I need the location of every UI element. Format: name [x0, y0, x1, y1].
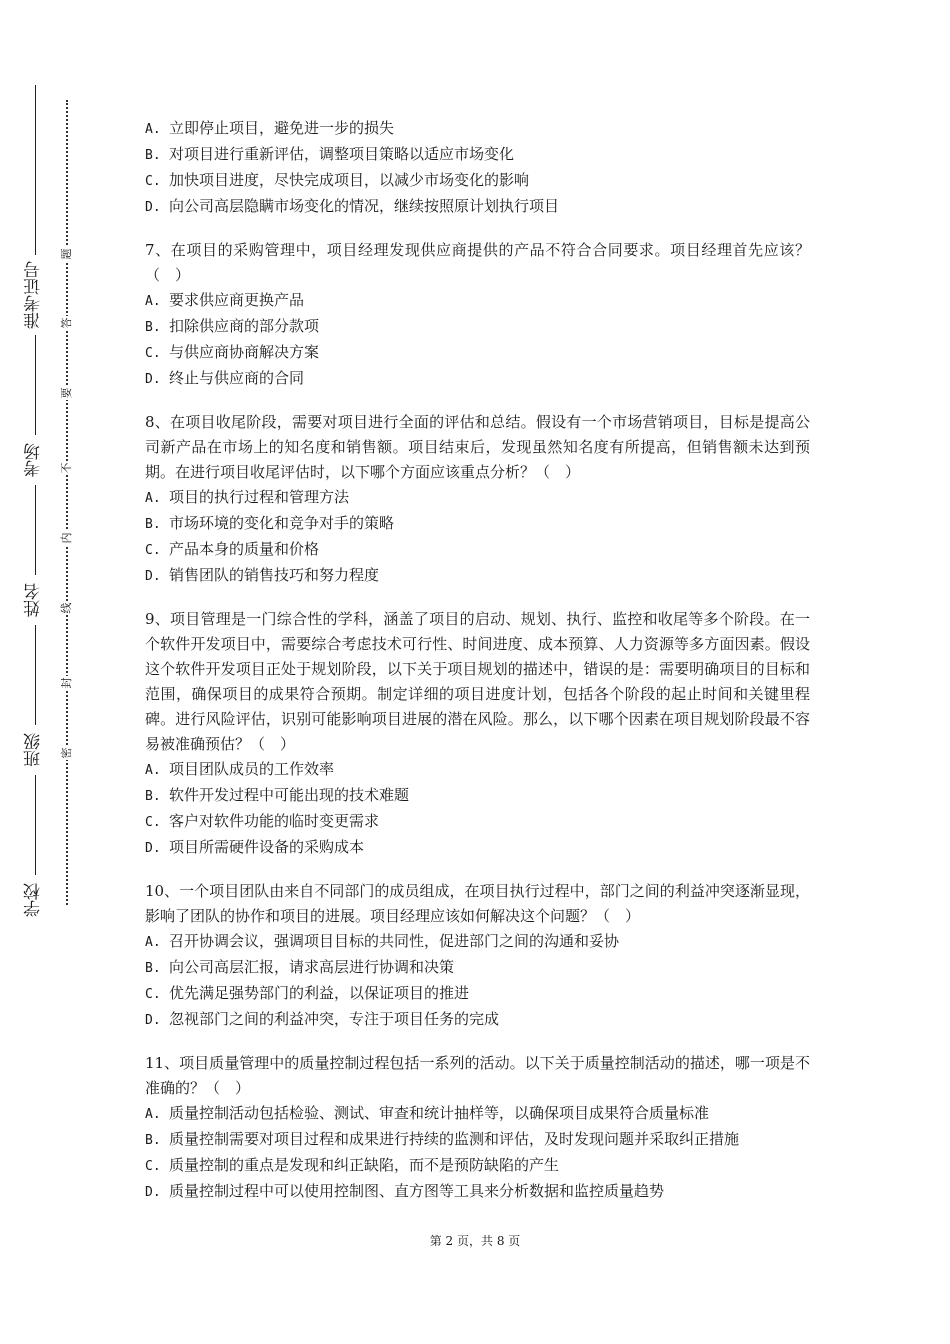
question-stem: 10、一个项目团队由来自不同部门的成员组成，在项目执行过程中，部门之间的利益冲突逐渐显现，影响了团队的协作和项目的进展。项目经理应该如何解决这个问题？（ ）: [145, 882, 810, 925]
option-b: B. 对项目进行重新评估，调整项目策略以适应市场变化: [145, 145, 515, 163]
seal-char: 封: [60, 677, 73, 689]
question-11: [145, 1051, 810, 1205]
question-stem: 11、项目质量管理中的质量控制过程包括一系列的活动。以下关于质量控制活动的描述，哪一项是不准确的？（ ）: [145, 1054, 810, 1097]
option-c: C. 客户对软件功能的临时变更需求: [145, 812, 380, 830]
question-stem: 8、在项目收尾阶段，需要对项目进行全面的评估和总结。假设有一个市场营销项目，目标是提高公司新产品在市场上的知名度和销售额。项目结束后，发现虽然知名度有所提高，但销售额未达到预期。在进行项目收尾评估时，以下哪个方面应该重点分析？（ ）: [145, 413, 810, 481]
seal-char: 答: [60, 317, 73, 329]
option-b: B. 扣除供应商的部分款项: [145, 317, 320, 335]
option-d: D. 质量控制过程中可以使用控制图、直方图等工具来分析数据和监控质量趋势: [145, 1182, 665, 1200]
option-b: B. 质量控制需要对项目过程和成果进行持续的监测和评估，及时发现问题并采取纠正措施: [145, 1130, 740, 1148]
option-c: C. 质量控制的重点是发现和纠正缺陷，而不是预防缺陷的产生: [145, 1156, 560, 1174]
class-label: 班级: [24, 733, 44, 767]
question-stem: 7、在项目的采购管理中，项目经理发现供应商提供的产品不符合合同要求。项目经理首先应该？（ ）: [145, 241, 810, 284]
seal-char: 密: [60, 747, 73, 759]
prev-question-options: [145, 116, 810, 220]
question-10: [145, 879, 810, 1033]
class-line: [35, 625, 36, 725]
question-9: [145, 607, 810, 861]
seal-dotted-line: [66, 100, 68, 905]
option-c: C. 与供应商协商解决方案: [145, 343, 320, 361]
option-d: D. 终止与供应商的合同: [145, 369, 305, 387]
question-8: [145, 410, 810, 589]
option-b: B. 软件开发过程中可能出现的技术难题: [145, 786, 410, 804]
name-line: [35, 485, 36, 575]
option-b: B. 向公司高层汇报，请求高层进行协调和决策: [145, 958, 455, 976]
room-label: 考场: [24, 443, 44, 477]
option-a: A. 项目的执行过程和管理方法: [145, 488, 350, 506]
school-line: [35, 775, 36, 875]
question-stem: 9、项目管理是一门综合性的学科，涵盖了项目的启动、规划、执行、监控和收尾等多个阶段。在一个软件开发项目中，需要综合考虑技术可行性、时间进度、成本预算、人力资源等多方面因素。假设这个软件开发项目正处于规划阶段，以下关于项目规划的描述中，错误的是：需要明确项目的目标和范围，确保项目的成果符合预期。制定详细的项目进度计划，包括各个阶段的起止时间和关键里程碑。进行风险评估，识别可能影响项目进展的潜在风险。那么，以下哪个因素在项目规划阶段最不容易被准确预估？（ ）: [145, 610, 810, 753]
option-b: B. 市场环境的变化和竞争对手的策略: [145, 514, 395, 532]
seal-char: 题: [60, 248, 73, 260]
binding-margin: [0, 0, 110, 1344]
seal-char: 不: [60, 462, 73, 474]
question-7: [145, 238, 810, 392]
exam-no-label: 准考证号: [24, 261, 44, 329]
seal-char: 内: [60, 532, 73, 544]
seal-char: 线: [60, 602, 73, 614]
option-c: C. 优先满足强势部门的利益，以保证项目的推进: [145, 984, 470, 1002]
option-a: A. 召开协调会议，强调项目目标的共同性，促进部门之间的沟通和妥协: [145, 932, 620, 950]
option-d: D. 项目所需硬件设备的采购成本: [145, 838, 365, 856]
option-a: A. 质量控制活动包括检验、测试、审查和统计抽样等，以确保项目成果符合质量标准: [145, 1104, 710, 1122]
page-footer: 第 2 页，共 8 页: [429, 1234, 521, 1248]
option-d: D. 向公司高层隐瞒市场变化的情况，继续按照原计划执行项目: [145, 197, 560, 215]
option-a: A. 立即停止项目，避免进一步的损失: [145, 119, 395, 137]
room-line: [35, 335, 36, 435]
name-label: 姓名: [24, 583, 44, 617]
school-label: 学校: [24, 883, 44, 917]
exam-no-line: [35, 85, 36, 255]
option-d: D. 忽视部门之间的利益冲突，专注于项目任务的完成: [145, 1010, 500, 1028]
option-c: C. 加快项目进度，尽快完成项目，以减少市场变化的影响: [145, 171, 530, 189]
option-a: A. 项目团队成员的工作效率: [145, 760, 335, 778]
option-d: D. 销售团队的销售技巧和努力程度: [145, 566, 380, 584]
option-c: C. 产品本身的质量和价格: [145, 540, 320, 558]
option-a: A. 要求供应商更换产品: [145, 291, 305, 309]
exam-content: [145, 116, 810, 1205]
seal-char: 要: [60, 387, 73, 399]
